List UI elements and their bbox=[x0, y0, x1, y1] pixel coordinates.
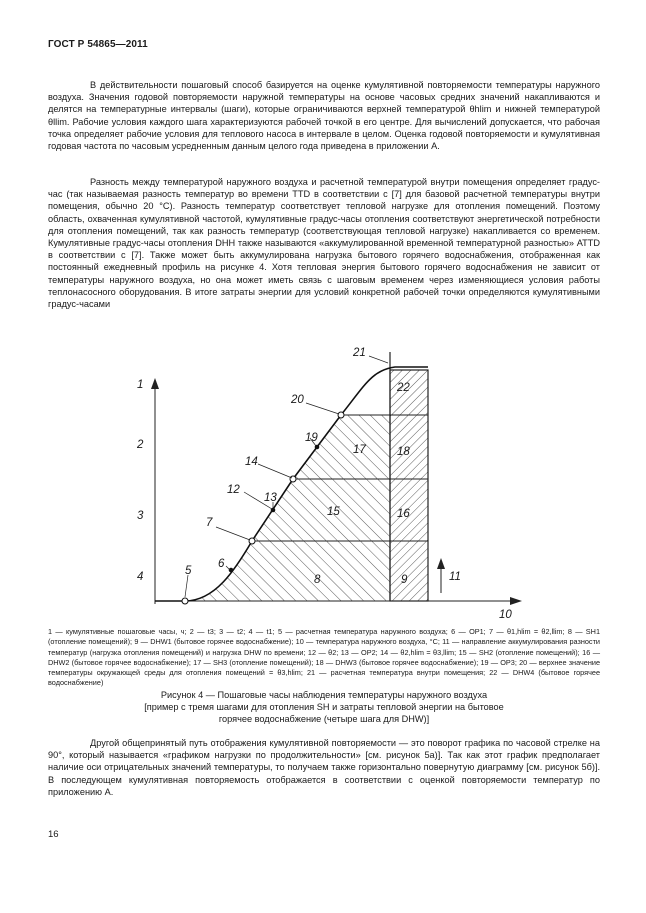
caption-line-2: [пример с тремя шагами для отопления SH и затраты тепловой энергии на бытовое bbox=[144, 702, 504, 712]
label-20: 20 bbox=[291, 394, 304, 406]
label-14: 14 bbox=[245, 456, 258, 468]
region-dhw bbox=[390, 370, 428, 601]
label-21: 21 bbox=[353, 347, 366, 359]
label-12: 12 bbox=[227, 484, 240, 496]
document-header: ГОСТ Р 54865—2011 bbox=[48, 39, 148, 50]
point-step2-limit bbox=[290, 476, 296, 482]
paragraph-1: В действительности пошаговый способ базируется на оценке кумулятивной повторяемости температуры наружного воздуха. Значения годовой повторяемости наружной температуры на основе часовых средних значений накапливаются и делятся на температурные интервалы (шаги), которые ограничиваются верхней температурой θhlim и нижней температурой θllim. Рабочие условия каждого шага характеризуются рабочей точкой в его центре. Для вычислений допускается, что рабочая точка определяет рабочие условия для теплового насоса в интервале в целом. Оценка годовой повторяемости и кумулятивная годовая частота по часовым усредненным данным целого года приведена в приложении А. bbox=[48, 80, 600, 152]
label-2: 2 bbox=[137, 439, 144, 451]
y-axis-arrow bbox=[151, 378, 159, 389]
figure-legend: 1 — кумулятивные пошаговые часы, ч; 2 — t3; 3 — t2; 4 — t1; 5 — расчетная температура наружного воздуха; 6 — OP1; 7 — θ1,hlim = θ2,llim; 8 — SH1 (отопление помещений); 9 — DHW1 (бытовое горячее водоснабжение); 10 — температура наружного воздуха, °С; 11 — направление аккумулирования разности температур (нагрузка отопления помещений) и нагрузка DHW по времени; 12 — θ2; 13 — OP2; 14 — θ2,hlim = θ3,llim; 15 — SH2 (отопление помещений); 16 — DHW2 (бытовое горячее водоснабжение); 17 — SH3 (отопление помещений); 18 — DHW3 (бытовое горячее водоснабжение); 19 — OP3; 20 — верхнее значение температуры окружающей среды для отопления помещений = θ3,hlim; 21 — расчетная температура внутри помещения; 22 — DHW4 (бытовое горячее водоснабжение) bbox=[48, 627, 600, 688]
label-4: 4 bbox=[137, 571, 144, 583]
figure-caption bbox=[48, 689, 600, 725]
leader-6 bbox=[226, 566, 230, 570]
label-11: 11 bbox=[449, 571, 461, 583]
label-10: 10 bbox=[499, 609, 512, 621]
label-8: 8 bbox=[314, 574, 321, 586]
paragraph-3: Другой общепринятый путь отображения кумулятивной повторяемости — это поворот графика по часовой стрелке на 90°, который называется «графиком нагрузки по продолжительности» [см. рисунок 5а)]. Так как этот график предполагает наличие оси отрицательных значений температуры, то получаем также горизонтально повернутую диаграмму [см. рисунок 5б)]. В последующем кумулятивная повторяемость отображается в соответствии с оценкой повторяемости температур по приложению А. bbox=[48, 738, 600, 797]
label-9: 9 bbox=[401, 574, 408, 586]
label-17: 17 bbox=[353, 444, 366, 456]
label-7: 7 bbox=[206, 517, 213, 529]
leader-21 bbox=[369, 356, 388, 363]
label-15: 15 bbox=[327, 506, 340, 518]
x-axis-arrow bbox=[510, 597, 522, 605]
region-sh1 bbox=[185, 541, 390, 601]
leader-5 bbox=[185, 575, 188, 597]
label-5: 5 bbox=[185, 565, 192, 577]
region-sh3 bbox=[293, 415, 390, 479]
caption-line-1: Рисунок 4 — Пошаговые часы наблюдения температуры наружного воздуха bbox=[160, 690, 488, 700]
label-13: 13 bbox=[264, 492, 277, 504]
label-1: 1 bbox=[137, 379, 144, 391]
accumulation-direction-arrow bbox=[437, 558, 445, 569]
point-step1-limit bbox=[249, 538, 255, 544]
label-6: 6 bbox=[218, 558, 225, 570]
point-design-temperature bbox=[182, 598, 188, 604]
point-op1 bbox=[229, 568, 234, 573]
label-19: 19 bbox=[305, 432, 318, 444]
label-22: 22 bbox=[397, 382, 410, 394]
leader-20 bbox=[306, 403, 339, 414]
label-18: 18 bbox=[397, 446, 410, 458]
paragraph-2: Разность между температурой наружного воздуха и расчетной температурой внутри помещения определяет градус-час (так называемая разность температур во времени TTD в соответствии с [7] для базовой расчетной температуры внутри помещения, обычно 20 °С). Разность температур соответствует тепловой нагрузке для отопления помещений. Поэтому область, охваченная кумулятивной частотой, кумулятивные градус-часы отопления соответствуют энергетической потребности для отопления помещений, так как разность температур (соответствующая тепловой нагрузке) накапливается со временем. Кумулятивные градус-часы отопления DHH также называются «аккумулированной временной температурной разностью» ATTD в соответствии с [7]. Также может быть аккумулирована нагрузка бытового горячего водоснабжения, отображенная как постоянный ежедневный профиль на рисунке 4. Хотя тепловая энергия бытового горячего водоснабжения не зависит от температуры наружного воздуха, но она может иметь связь с шаговым временем через изменяющиеся условия работы теплонасосного оборудования. В итоге затраты энергии для условий конкретной рабочей точки определяются кумулятивными градус-часами bbox=[48, 177, 600, 310]
label-16: 16 bbox=[397, 508, 410, 520]
page-number: 16 bbox=[48, 829, 59, 840]
label-3: 3 bbox=[137, 510, 144, 522]
point-step3-limit bbox=[338, 412, 344, 418]
leader-14 bbox=[258, 464, 292, 478]
caption-line-3: горячее водоснабжение (четыре шага для DHW)] bbox=[218, 714, 430, 724]
leader-7 bbox=[216, 527, 250, 540]
